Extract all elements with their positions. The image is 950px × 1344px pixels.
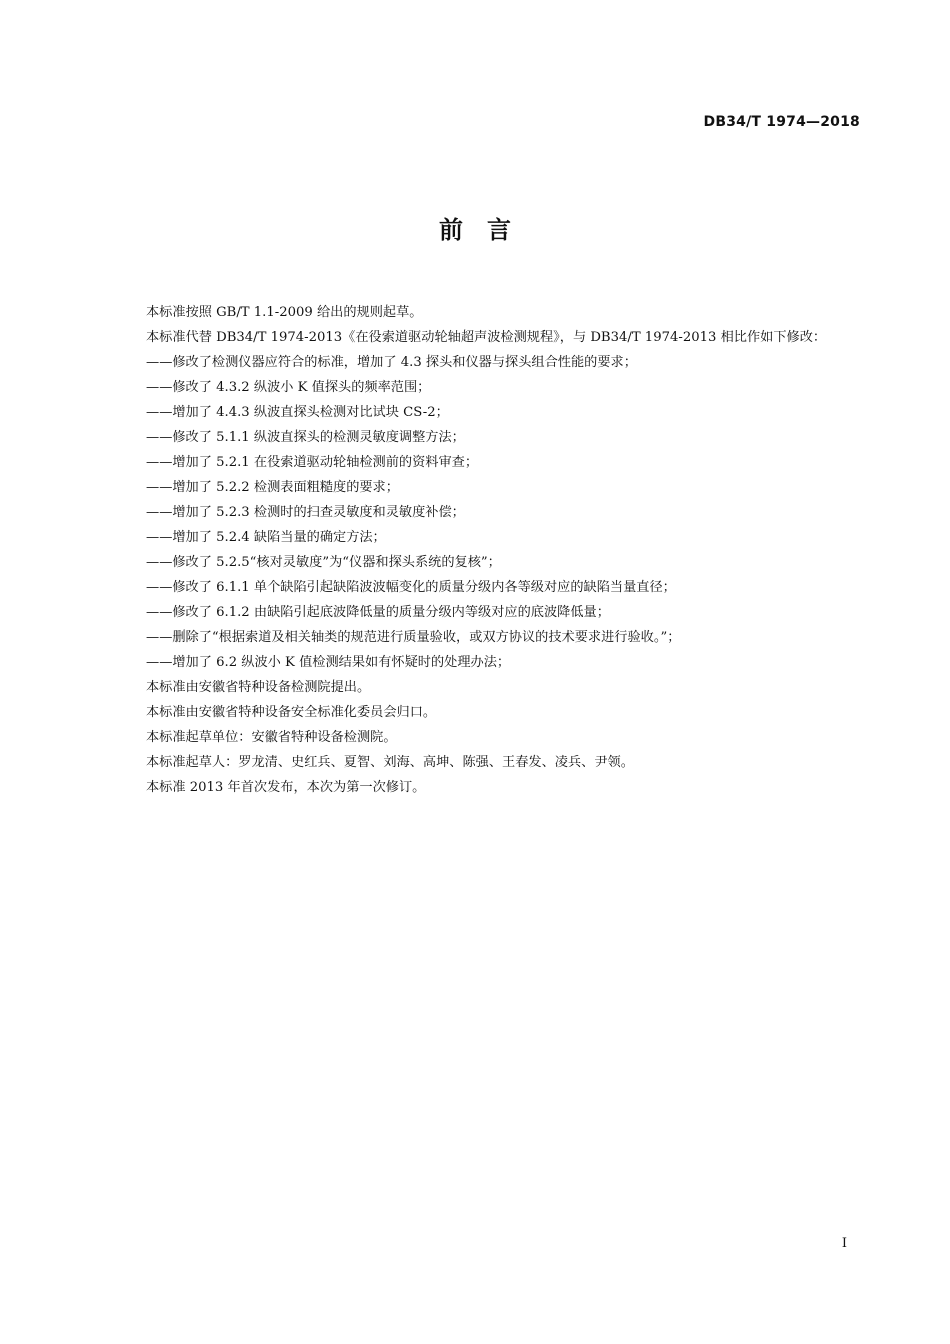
page-title: 前言 <box>439 216 535 244</box>
paragraph-drafting-rules: 本标准按照 GB/T 1.1-2009 给出的规则起草。 <box>146 305 423 320</box>
paragraph-proposer: 本标准由安徽省特种设备检测院提出。 <box>146 680 371 695</box>
list-item: ——增加了 5.2.1 在役索道驱动轮轴检测前的资料审查； <box>146 455 479 470</box>
list-item: ——增加了 5.2.3 检测时的扫查灵敏度和灵敏度补偿； <box>146 505 465 520</box>
list-item: ——修改了 5.1.1 纵波直探头的检测灵敏度调整方法； <box>146 430 465 445</box>
paragraph-replacement: 本标准代替 DB34/T 1974-2013《在役索道驱动轮轴超声波检测规程》，与 DB34/T 1974-2013 相比作如下修改： <box>146 330 827 345</box>
foreword-body <box>112 300 860 800</box>
paragraph-centralized-by: 本标准由安徽省特种设备安全标准化委员会归口。 <box>146 705 437 720</box>
list-item: ——修改了 6.1.1 单个缺陷引起缺陷波波幅变化的质量分级内各等级对应的缺陷当量直径； <box>146 580 676 595</box>
list-item: ——增加了 4.4.3 纵波直探头检测对比试块 CS-2； <box>146 405 449 420</box>
list-item: ——修改了 6.1.2 由缺陷引起底波降低量的质量分级内等级对应的底波降低量； <box>146 605 610 620</box>
list-item: ——增加了 5.2.2 检测表面粗糙度的要求； <box>146 480 399 495</box>
standard-code: DB34/T 1974—2018 <box>703 114 860 130</box>
list-item: ——增加了 5.2.4 缺陷当量的确定方法； <box>146 530 386 545</box>
paragraph-drafting-unit: 本标准起草单位：安徽省特种设备检测院。 <box>146 730 397 745</box>
paragraph-release-history: 本标准 2013 年首次发布，本次为第一次修订。 <box>146 780 426 795</box>
list-item: ——删除了“根据索道及相关轴类的规范进行质量验收，或双方协议的技术要求进行验收。”； <box>146 630 681 645</box>
list-item: ——修改了 5.2.5“核对灵敏度”为“仪器和探头系统的复核”； <box>146 555 501 570</box>
list-item: ——修改了检测仪器应符合的标准，增加了 4.3 探头和仪器与探头组合性能的要求； <box>146 355 637 370</box>
list-item: ——修改了 4.3.2 纵波小 K 值探头的频率范围； <box>146 380 431 395</box>
paragraph-drafters: 本标准起草人：罗龙清、史红兵、夏智、刘海、高坤、陈强、王春发、凌兵、尹领。 <box>146 755 634 770</box>
list-item: ——增加了 6.2 纵波小 K 值检测结果如有怀疑时的处理办法； <box>146 655 511 670</box>
page-number: I <box>841 1236 847 1251</box>
